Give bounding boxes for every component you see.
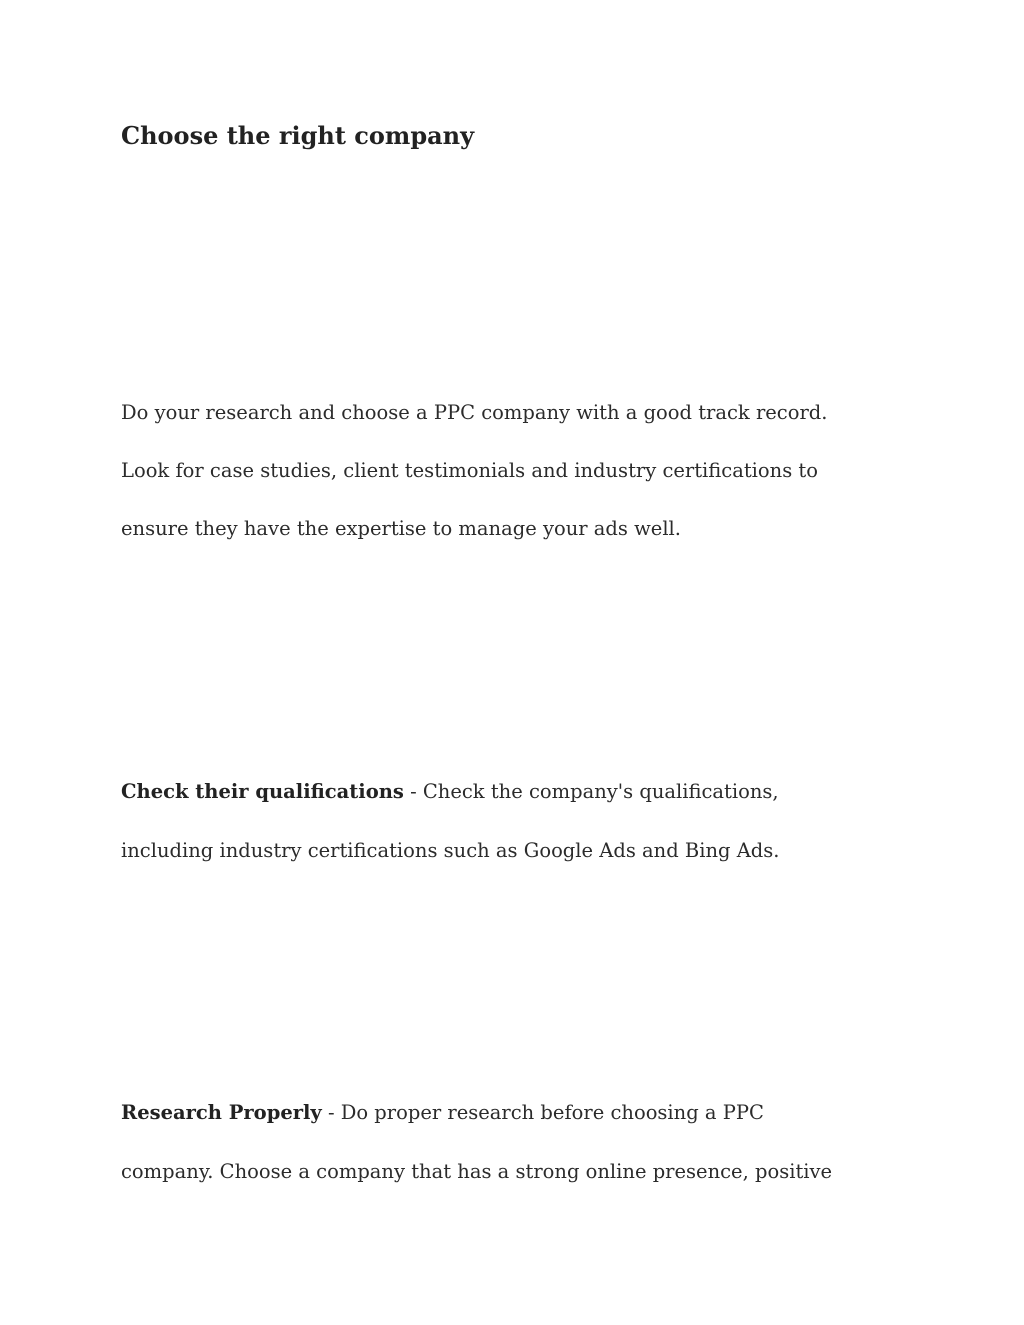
qualifications-line bbox=[121, 777, 779, 807]
research-title: Research Properly bbox=[121, 1101, 322, 1124]
research-text: - Do proper research before choosing a PPC bbox=[321, 1101, 764, 1124]
paragraph-line: ensure they have the expertise to manage your ads well. bbox=[121, 517, 681, 540]
paragraph-line: company. Choose a company that has a strong online presence, positive bbox=[121, 1160, 833, 1183]
paragraph-line: including industry certifications such as Google Ads and Bing Ads. bbox=[121, 839, 780, 862]
qualifications-text: - Check the company's qualifications, bbox=[403, 780, 779, 803]
section-heading: Choose the right company bbox=[121, 121, 475, 150]
research-line bbox=[121, 1098, 764, 1128]
paragraph-line: Do your research and choose a PPC company with a good track record. bbox=[121, 401, 828, 424]
qualifications-title: Check their qualifications bbox=[121, 780, 404, 803]
paragraph-line: Look for case studies, client testimonials and industry certifications to bbox=[121, 459, 819, 482]
